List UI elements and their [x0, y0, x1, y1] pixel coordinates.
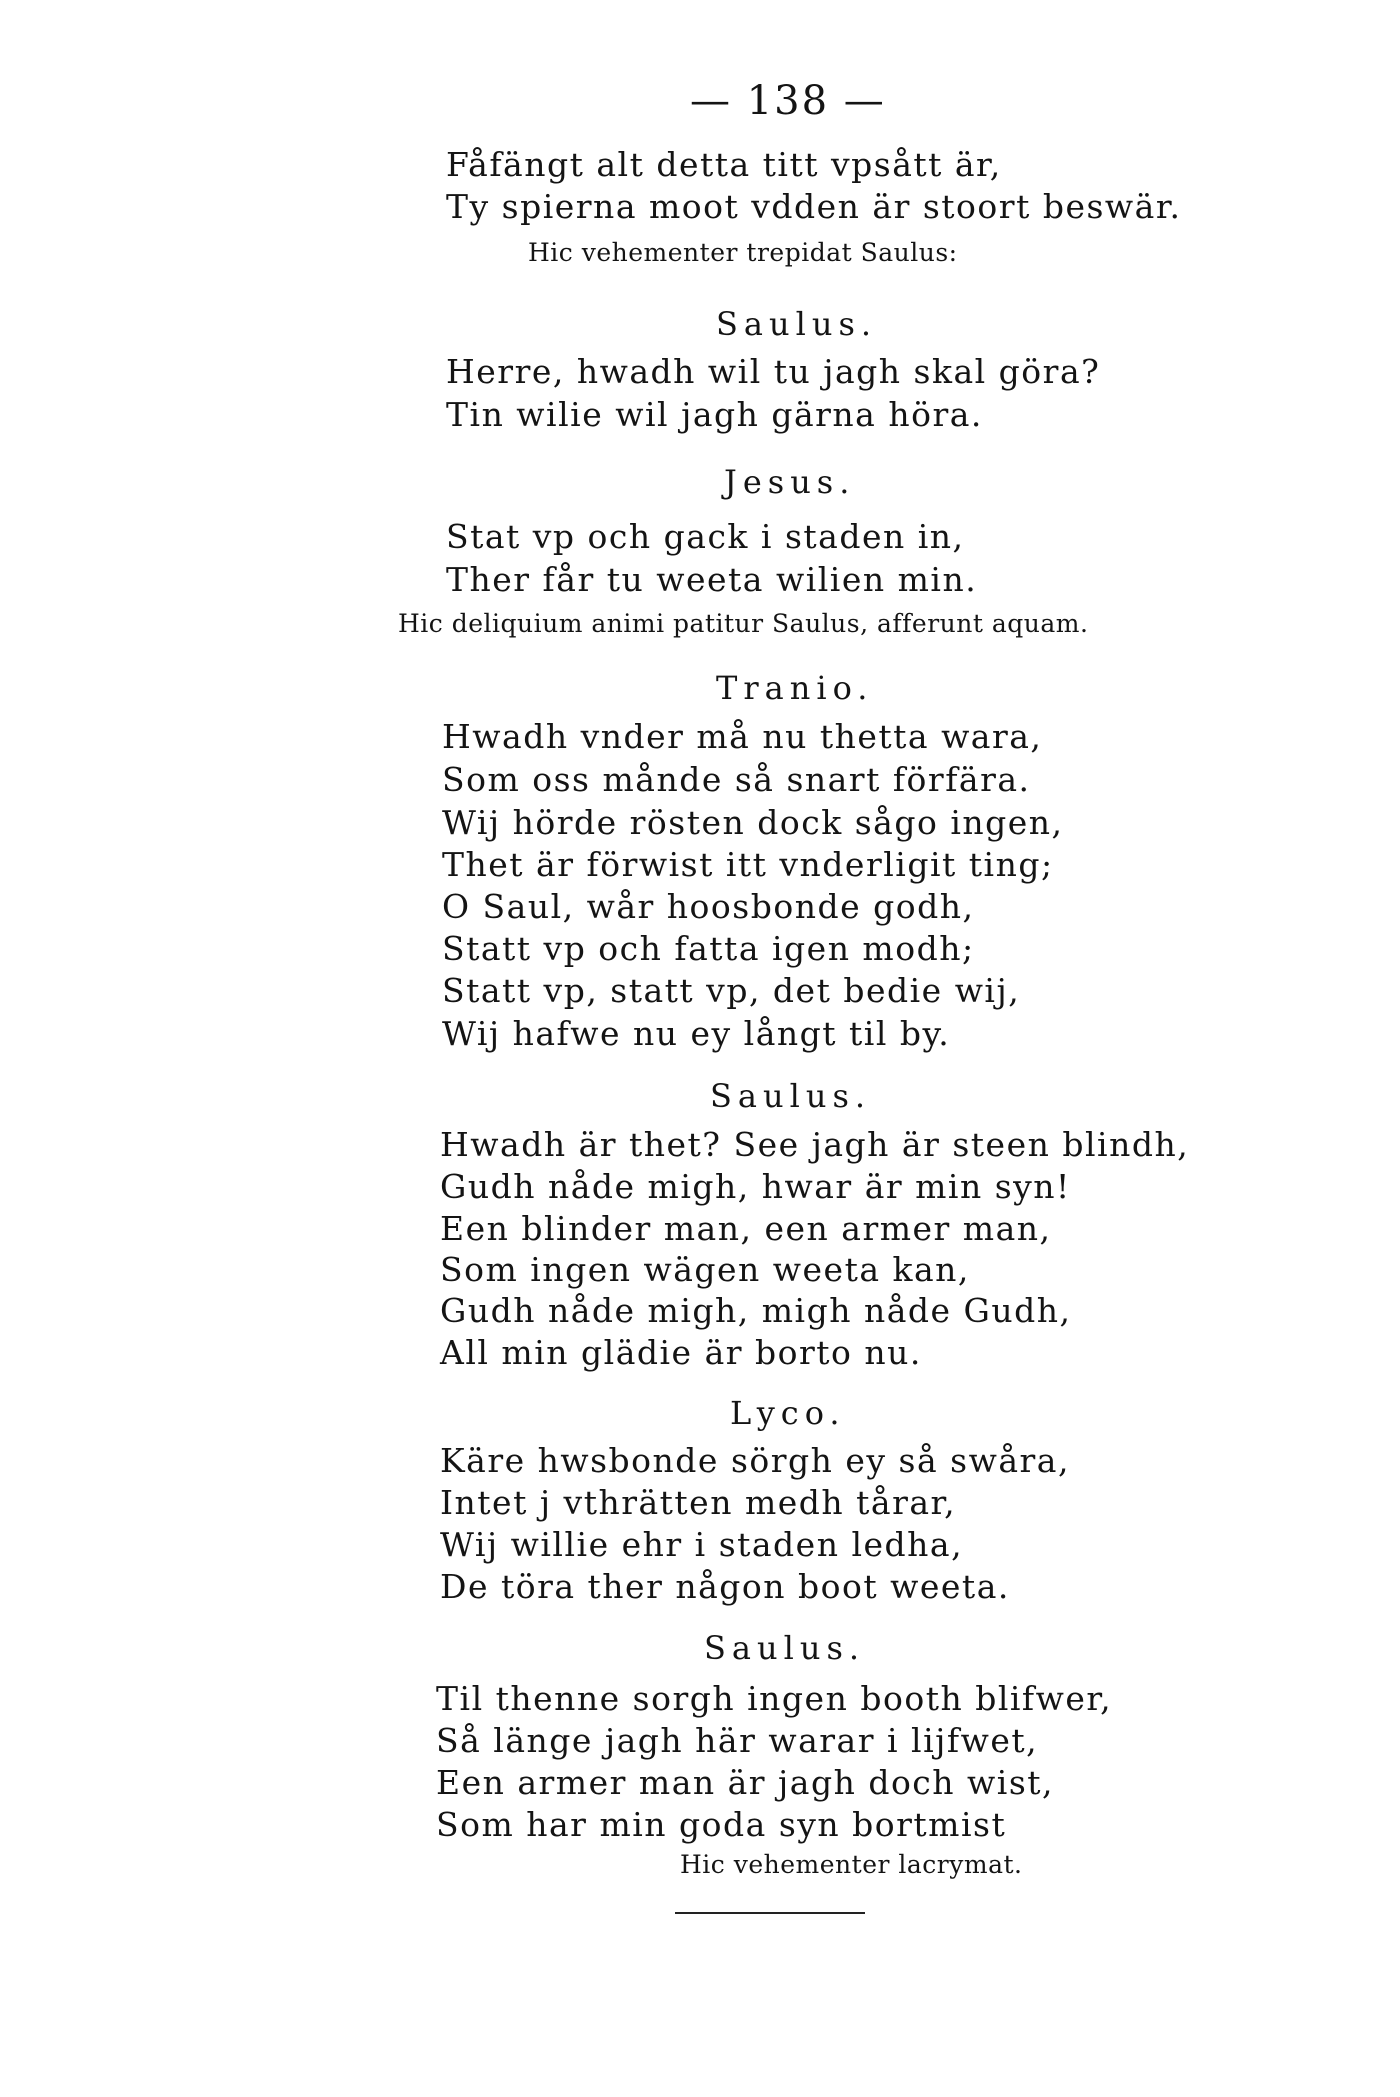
speaker-name: Lyco.	[730, 1394, 846, 1432]
speaker-name: Jesus.	[724, 463, 856, 501]
verse-line: O Saul, wår hoosbonde godh,	[442, 887, 975, 926]
end-rule	[675, 1912, 865, 1914]
stage-direction: Hic vehementer lacrymat.	[680, 1850, 1023, 1879]
verse-line: Statt vp, statt vp, det bedie wij,	[442, 971, 1021, 1010]
verse-line: Intet j vthrätten medh tårar,	[440, 1483, 957, 1522]
verse-line: Käre hwsbonde sörgh ey så swåra,	[440, 1441, 1070, 1480]
verse-line: Thet är förwist itt vnderligit ting;	[442, 845, 1054, 884]
speaker-name: Saulus.	[710, 1077, 872, 1115]
verse-line: Fåfängt alt detta titt vpsått är,	[446, 145, 1002, 184]
verse-line: Som har min goda syn bortmist	[436, 1805, 1007, 1844]
verse-line: Hwadh vnder må nu thetta wara,	[442, 717, 1043, 756]
verse-line: Tin wilie wil jagh gärna höra.	[446, 395, 983, 434]
verse-line: Ty spierna moot vdden är stoort beswär.	[446, 187, 1182, 226]
page-number: — 138 —	[690, 78, 886, 124]
verse-line: Som ingen wägen weeta kan,	[440, 1250, 970, 1289]
stage-direction: Hic vehementer trepidat Saulus:	[528, 238, 958, 267]
verse-line: Herre, hwadh wil tu jagh skal göra?	[446, 352, 1101, 391]
verse-line: Wij hörde rösten dock sågo ingen,	[442, 803, 1064, 842]
verse-line: Gudh nåde migh, migh nåde Gudh,	[440, 1291, 1072, 1330]
verse-line: Hwadh är thet? See jagh är steen blindh,	[440, 1125, 1190, 1164]
verse-line: Gudh nåde migh, hwar är min syn!	[440, 1167, 1071, 1206]
speaker-name: Tranio.	[716, 669, 874, 707]
verse-line: Statt vp och fatta igen modh;	[442, 929, 975, 968]
verse-line: Wij willie ehr i staden ledha,	[440, 1525, 964, 1564]
verse-line: Wij hafwe nu ey långt til by.	[442, 1014, 951, 1053]
verse-line: Een armer man är jagh doch wist,	[436, 1763, 1055, 1802]
verse-line: Een blinder man, een armer man,	[440, 1209, 1052, 1248]
verse-line: Til thenne sorgh ingen booth blifwer,	[436, 1679, 1113, 1718]
verse-line: Stat vp och gack i staden in,	[446, 517, 965, 556]
speaker-name: Saulus.	[704, 1629, 866, 1667]
verse-line: De töra ther någon boot weeta.	[440, 1567, 1010, 1606]
verse-line: Så länge jagh här warar i lijfwet,	[436, 1721, 1039, 1760]
stage-direction: Hic deliquium animi patitur Saulus, afferunt aquam.	[398, 609, 1089, 638]
speaker-name: Saulus.	[716, 305, 878, 343]
verse-line: Ther får tu weeta wilien min.	[446, 560, 978, 599]
verse-line: Som oss månde så snart förfära.	[442, 760, 1031, 799]
verse-line: All min glädie är borto nu.	[440, 1333, 922, 1372]
